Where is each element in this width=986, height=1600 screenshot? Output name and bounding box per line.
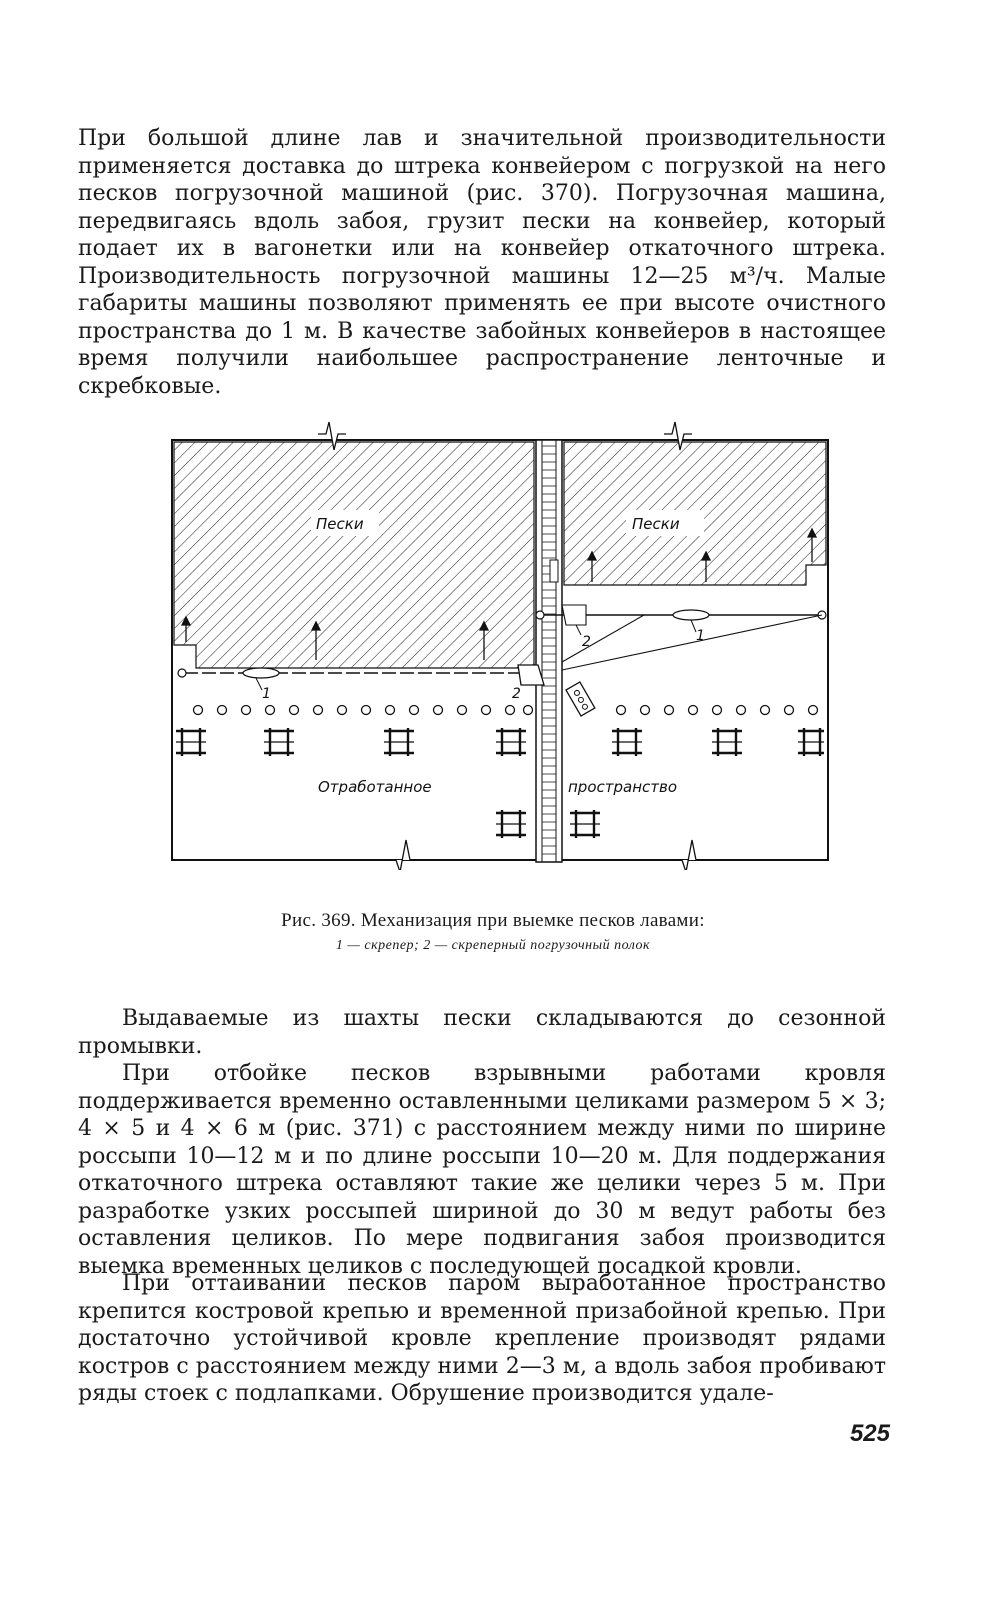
label-sands-left: Пески <box>316 515 364 533</box>
label-worked-left: Отработанное <box>318 778 432 796</box>
break-mark-bottom-left <box>388 840 418 870</box>
marker-2-right: 2 <box>582 634 591 650</box>
figure-caption-legend: 1 — скрепер; 2 — скреперный погрузочный полок <box>335 938 651 953</box>
marker-2-left: 2 <box>512 686 521 702</box>
loader-ramp-right <box>562 605 586 625</box>
props-row <box>194 706 818 715</box>
figure-caption-title: Рис. 369. Механизация при выемке песков лавами: <box>281 910 705 931</box>
paragraph-3: При отбойке песков взрывными работами кровля поддерживается временно оставленными целиками размером 5 × 3; 4 × 5 и 4 × 6 м (рис. 371) с расстоянием между ними по ширине россыпи 10—12 м и по длине россыпи 10—20 м. Для поддержания откаточного штрека оставляют такие же целики через 5 м. При разработке узких россыпей шириной до 30 м ведут работы без оставления целиков. По мере подвигания забоя производится выемка временных целиков с последующей посадкой кровли. <box>78 1061 886 1279</box>
marker-1-left: 1 <box>262 686 271 702</box>
page-number: 525 <box>849 1420 890 1447</box>
mining-diagram <box>166 420 838 870</box>
label-sands-right: Пески <box>632 515 680 533</box>
marker-1-right: 1 <box>696 628 705 644</box>
sands-left-area <box>174 442 534 668</box>
paragraph-1: При большой длине лав и значительной производительности применяется доставка до штрека конвейером с погрузкой на него песков погрузочной машиной (рис. 370). Погрузочная машина, передвигаясь вдоль забоя, грузит пески на конвейер, который подает их в вагонетки или на конвейер откаточного штрека. Производительность погрузочной машины 12—25 м³/ч. Малые габариты машины позволяют применять ее при высоте очистного пространства до 1 м. В качестве забойных конвейеров в настоящее время получили наибольшее распространение ленточные и скребковые. <box>78 126 886 399</box>
conveyor-shaft <box>536 440 562 862</box>
label-worked-right: пространство <box>568 778 678 796</box>
cribs <box>176 728 824 838</box>
paragraph-2: Выдаваемые из шахты пески складываются до сезонной промывки. <box>78 1006 886 1059</box>
scraper-right <box>673 610 709 620</box>
paragraph-4: При оттаивании песков паром выработанное пространство крепится костровой крепью и временной призабойной крепью. При достаточно устойчивой кровле крепление производят рядами костров с расстоянием между ними 2—3 м, а вдоль забоя пробивают ряды стоек с подлапками. Обрушение производится удале- <box>78 1271 886 1406</box>
scraper-left <box>243 668 279 678</box>
figure-369 <box>166 420 838 870</box>
break-mark-bottom-right <box>674 840 704 870</box>
scraper-winch <box>566 682 595 716</box>
